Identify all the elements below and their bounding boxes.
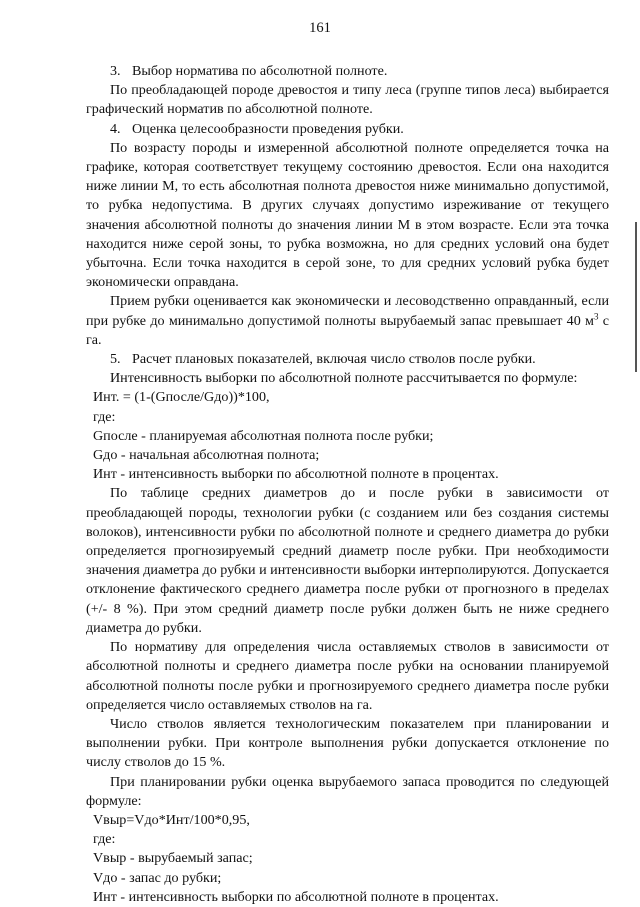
page-number: 161 [309,20,331,36]
definition-line-d2 [86,446,609,465]
paragraph-p8 [86,773,609,811]
text: Прием рубки оценивается как экономически и лесоводственно оправданный, если при рубке до минимально допустимой полноты вырубаемый запас превышает 40 м [86,293,609,329]
text: Vвыр=Vдо*Инт/100*0,95, [93,811,250,828]
definition-line-d5 [86,869,609,888]
paragraph-p5 [86,484,609,638]
definition-line-d6 [86,888,609,907]
text: Интенсивность выборки по абсолютной полноте рассчитывается по формуле: [110,370,578,387]
paragraph-p3 [86,292,609,350]
text: Оценка целесообразности проведения рубки. [132,120,404,137]
numbered-item-item3 [86,62,609,81]
document-body [86,62,609,907]
paragraph-p1 [86,81,609,119]
numbered-item-item5 [86,350,609,369]
superscript: 3 [593,310,599,321]
definition-line-d4 [86,849,609,868]
paragraph-p7 [86,715,609,773]
text: По преобладающей породе древостоя и типу леса (группе типов леса) выбирается графический норматив по абсолютной полноте. [86,82,609,118]
item-number: 4. [110,120,121,137]
text: При планировании рубки оценка вырубаемого запаса проводится по следующей формуле: [86,773,609,809]
text: где: [93,408,116,425]
scan-edge-mark [635,222,637,372]
text: Gдо - начальная абсолютная полнота; [93,447,320,464]
text: Vдо - запас до рубки; [93,869,222,886]
text: где: [93,831,116,848]
item-number: 5. [110,351,121,368]
text: По нормативу для определения числа оставляемых стволов в зависимости от абсолютной полноты и среднего диаметра после рубки на основании планируемой абсолютной полноты после рубки и прогнозируемого среднего диаметра после рубки определяется число оставляемых стволов на га. [86,639,609,713]
formula-line-f2 [86,811,609,830]
paragraph-p6 [86,638,609,715]
text: Инт. = (1-(Gпосле/Gдо))*100, [93,389,270,406]
text: Выбор норматива по абсолютной полноте. [132,63,388,79]
numbered-item-item4 [86,120,609,139]
item-number: 3. [110,63,121,79]
text: Инт - интенсивность выборки по абсолютной полноте в процентах. [93,466,499,483]
text: Gпосле - планируемая абсолютная полнота после рубки; [93,427,434,444]
formula-line-f1 [86,388,609,407]
formula-line-where1 [86,408,609,427]
text: Расчет плановых показателей, включая число стволов после рубки. [132,351,536,368]
text: Инт - интенсивность выборки по абсолютной полноте в процентах. [93,888,499,905]
paragraph-p4 [86,369,609,388]
text: Vвыр - вырубаемый запас; [93,850,253,867]
definition-line-d1 [86,427,609,446]
paragraph-p2 [86,139,609,293]
definition-line-d3 [86,465,609,484]
text-tail: с га. [86,312,610,348]
text: По возрасту породы и измеренной абсолютной полноте определяется точка на графике, которая соответствует текущему состоянию древостоя. Если она находится ниже линии М, то есть абсолютная полнота древостоя ниже минимально допустимой, то рубка недопустима. В других случаях допустимо изреживание от текущего значения абсолютной полноты до значения линии М в этом возрасте. Если эта точка находится ниже серой зоны, то рубка возможна, но для средних условий она будет убыточна. Если точка находится в серой зоне, то для средних условий рубка будет экономически оправдана. [86,139,609,291]
formula-line-where2 [86,830,609,849]
text: По таблице средних диаметров до и после рубки в зависимости от преобладающей породы, технологии рубки (с созданием или без создания системы волоков), интенсивности рубки по абсолютной полноте и среднего диаметра до рубки определяется прогнозируемый средний диаметр после рубки. При необходимости значения диаметра до рубки и интенсивности выборки интерполируются. Допускается отклонение фактического среднего диаметра после рубки от прогнозного в пределах (+/- 8 %). При этом средний диаметр после рубки должен быть не ниже среднего диаметра до рубки. [86,485,609,636]
text: Число стволов является технологическим показателем при планировании и выполнении рубки. При контроле выполнения рубки допускается отклонение по числу стволов до 15 %. [86,715,609,771]
